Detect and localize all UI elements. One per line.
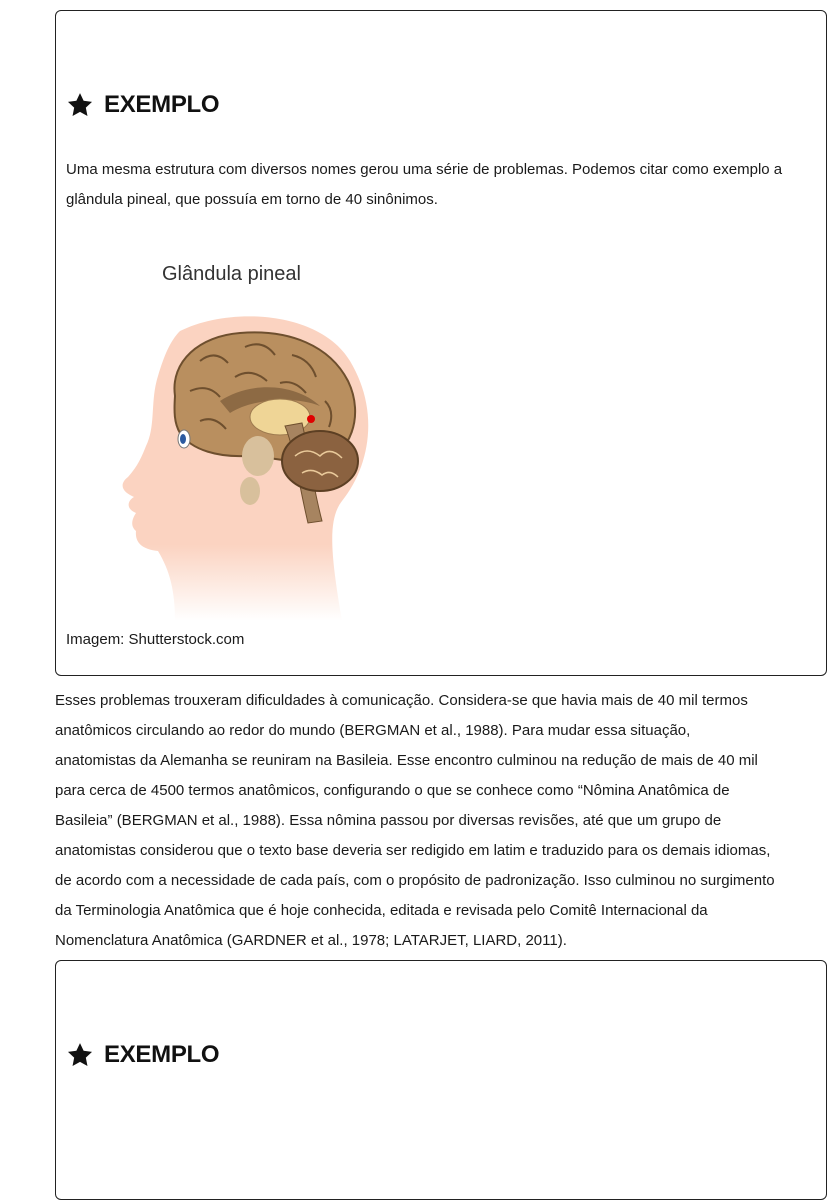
example-box-2 (55, 960, 827, 1200)
body-paragraph: Esses problemas trouxeram dificuldades à comunicação. Considera-se que havia mais de 40 mil termos anatômicos circulando ao redor do mundo (BERGMAN et al., 1988). Para mudar essa situação, anatomistas da Alemanha se reuniram na Basileia. Esse encontro culminou na redução de mais de 40 mil para cerca de 4500 termos anatômicos, configurando o que se conhece como “Nômina Anatômica de Basileia” (BERGMAN et al., 1988). Essa nômina passou por diversas revisões, até que um grupo de anatomistas considerou que o texto base deveria ser redigido em latim e traduzido para os demais idiomas, de acordo com a necessidade de cada país, com o propósito de padronização. Isso culminou no surgimento da Terminologia Anatômica que é hoje conhecida, editada e revisada pelo Comitê Internacional da Nomenclatura Anatômica (GARDNER et al., 1978; LATARJET, LIARD, 2011). (55, 692, 775, 949)
figure-title: Glândula pineal (162, 263, 301, 285)
example-text: Uma mesma estrutura com diversos nomes gerou uma série de problemas. Podemos citar como exemplo a glândula pineal, que possuía em torno de 40 sinônimos. (66, 161, 783, 208)
example-box-1 (55, 10, 827, 676)
example-heading-1 (66, 91, 219, 119)
pineal-gland-figure (80, 251, 380, 621)
figure-caption: Imagem: Shutterstock.com (66, 631, 245, 648)
star-icon (66, 1041, 94, 1069)
example-heading-text: EXEMPLO (104, 91, 220, 118)
brain-illustration (80, 251, 380, 621)
example-heading-text: EXEMPLO (104, 1041, 220, 1068)
star-icon (66, 91, 94, 119)
example-heading-2 (66, 1041, 219, 1069)
